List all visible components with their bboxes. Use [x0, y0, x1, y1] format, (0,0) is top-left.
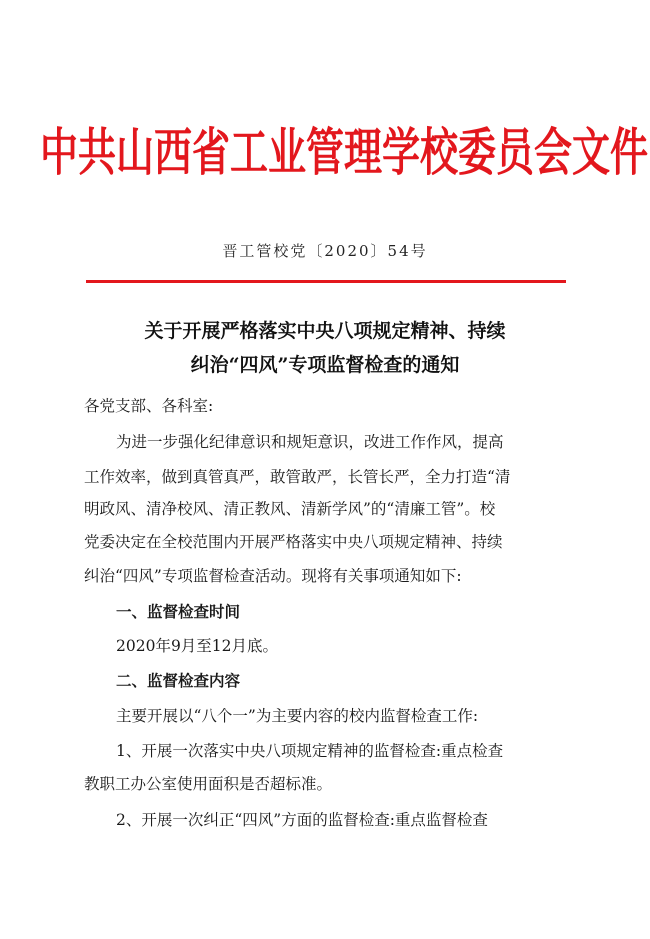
title-line-1: 关于开展严格落实中央八项规定精神、持续 — [144, 320, 506, 342]
salutation: 各党支部、各科室: — [84, 397, 214, 415]
paragraph-1-line-5: 纠治“四风”专项监督检查活动。现将有关事项通知如下: — [84, 567, 462, 585]
item-1-line-2: 教职工办公室使用面积是否超标准。 — [84, 775, 333, 793]
document-number: 晋工管校党〔2020〕54号 — [222, 242, 428, 260]
item-2-line-1: 2、开展一次纠正“四风”方面的监督检查:重点监督检查 — [116, 811, 488, 829]
paragraph-1-line-4: 党委决定在全校范围内开展严格落实中央八项规定精神、持续 — [84, 533, 503, 551]
paragraph-1-line-3: 明政风、清净校风、清正教风、清新学风”的“清廉工管”。校 — [84, 500, 496, 518]
red-masthead: 中共山西省工业管理学校委员会文件 — [40, 122, 649, 183]
paragraph-1-line-1: 为进一步强化纪律意识和规矩意识，改进工作作风，提高 — [116, 433, 504, 451]
section-2-heading: 二、监督检查内容 — [116, 672, 241, 690]
item-1-line-1: 1、开展一次落实中央八项规定精神的监督检查:重点检查 — [116, 742, 504, 760]
paragraph-1-line-2: 工作效率，做到真管真严，敢管敢严，长管长严，全力打造“清 — [84, 468, 511, 486]
red-divider-line — [86, 280, 566, 283]
title-line-2: 纠治“四风”专项监督检查的通知 — [190, 354, 460, 376]
section-2-intro: 主要开展以“八个一”为主要内容的校内监督检查工作: — [116, 707, 479, 725]
section-1-text: 2020年9月至12月底。 — [116, 637, 279, 655]
section-1-heading: 一、监督检查时间 — [116, 603, 241, 621]
document-title — [60, 314, 590, 382]
